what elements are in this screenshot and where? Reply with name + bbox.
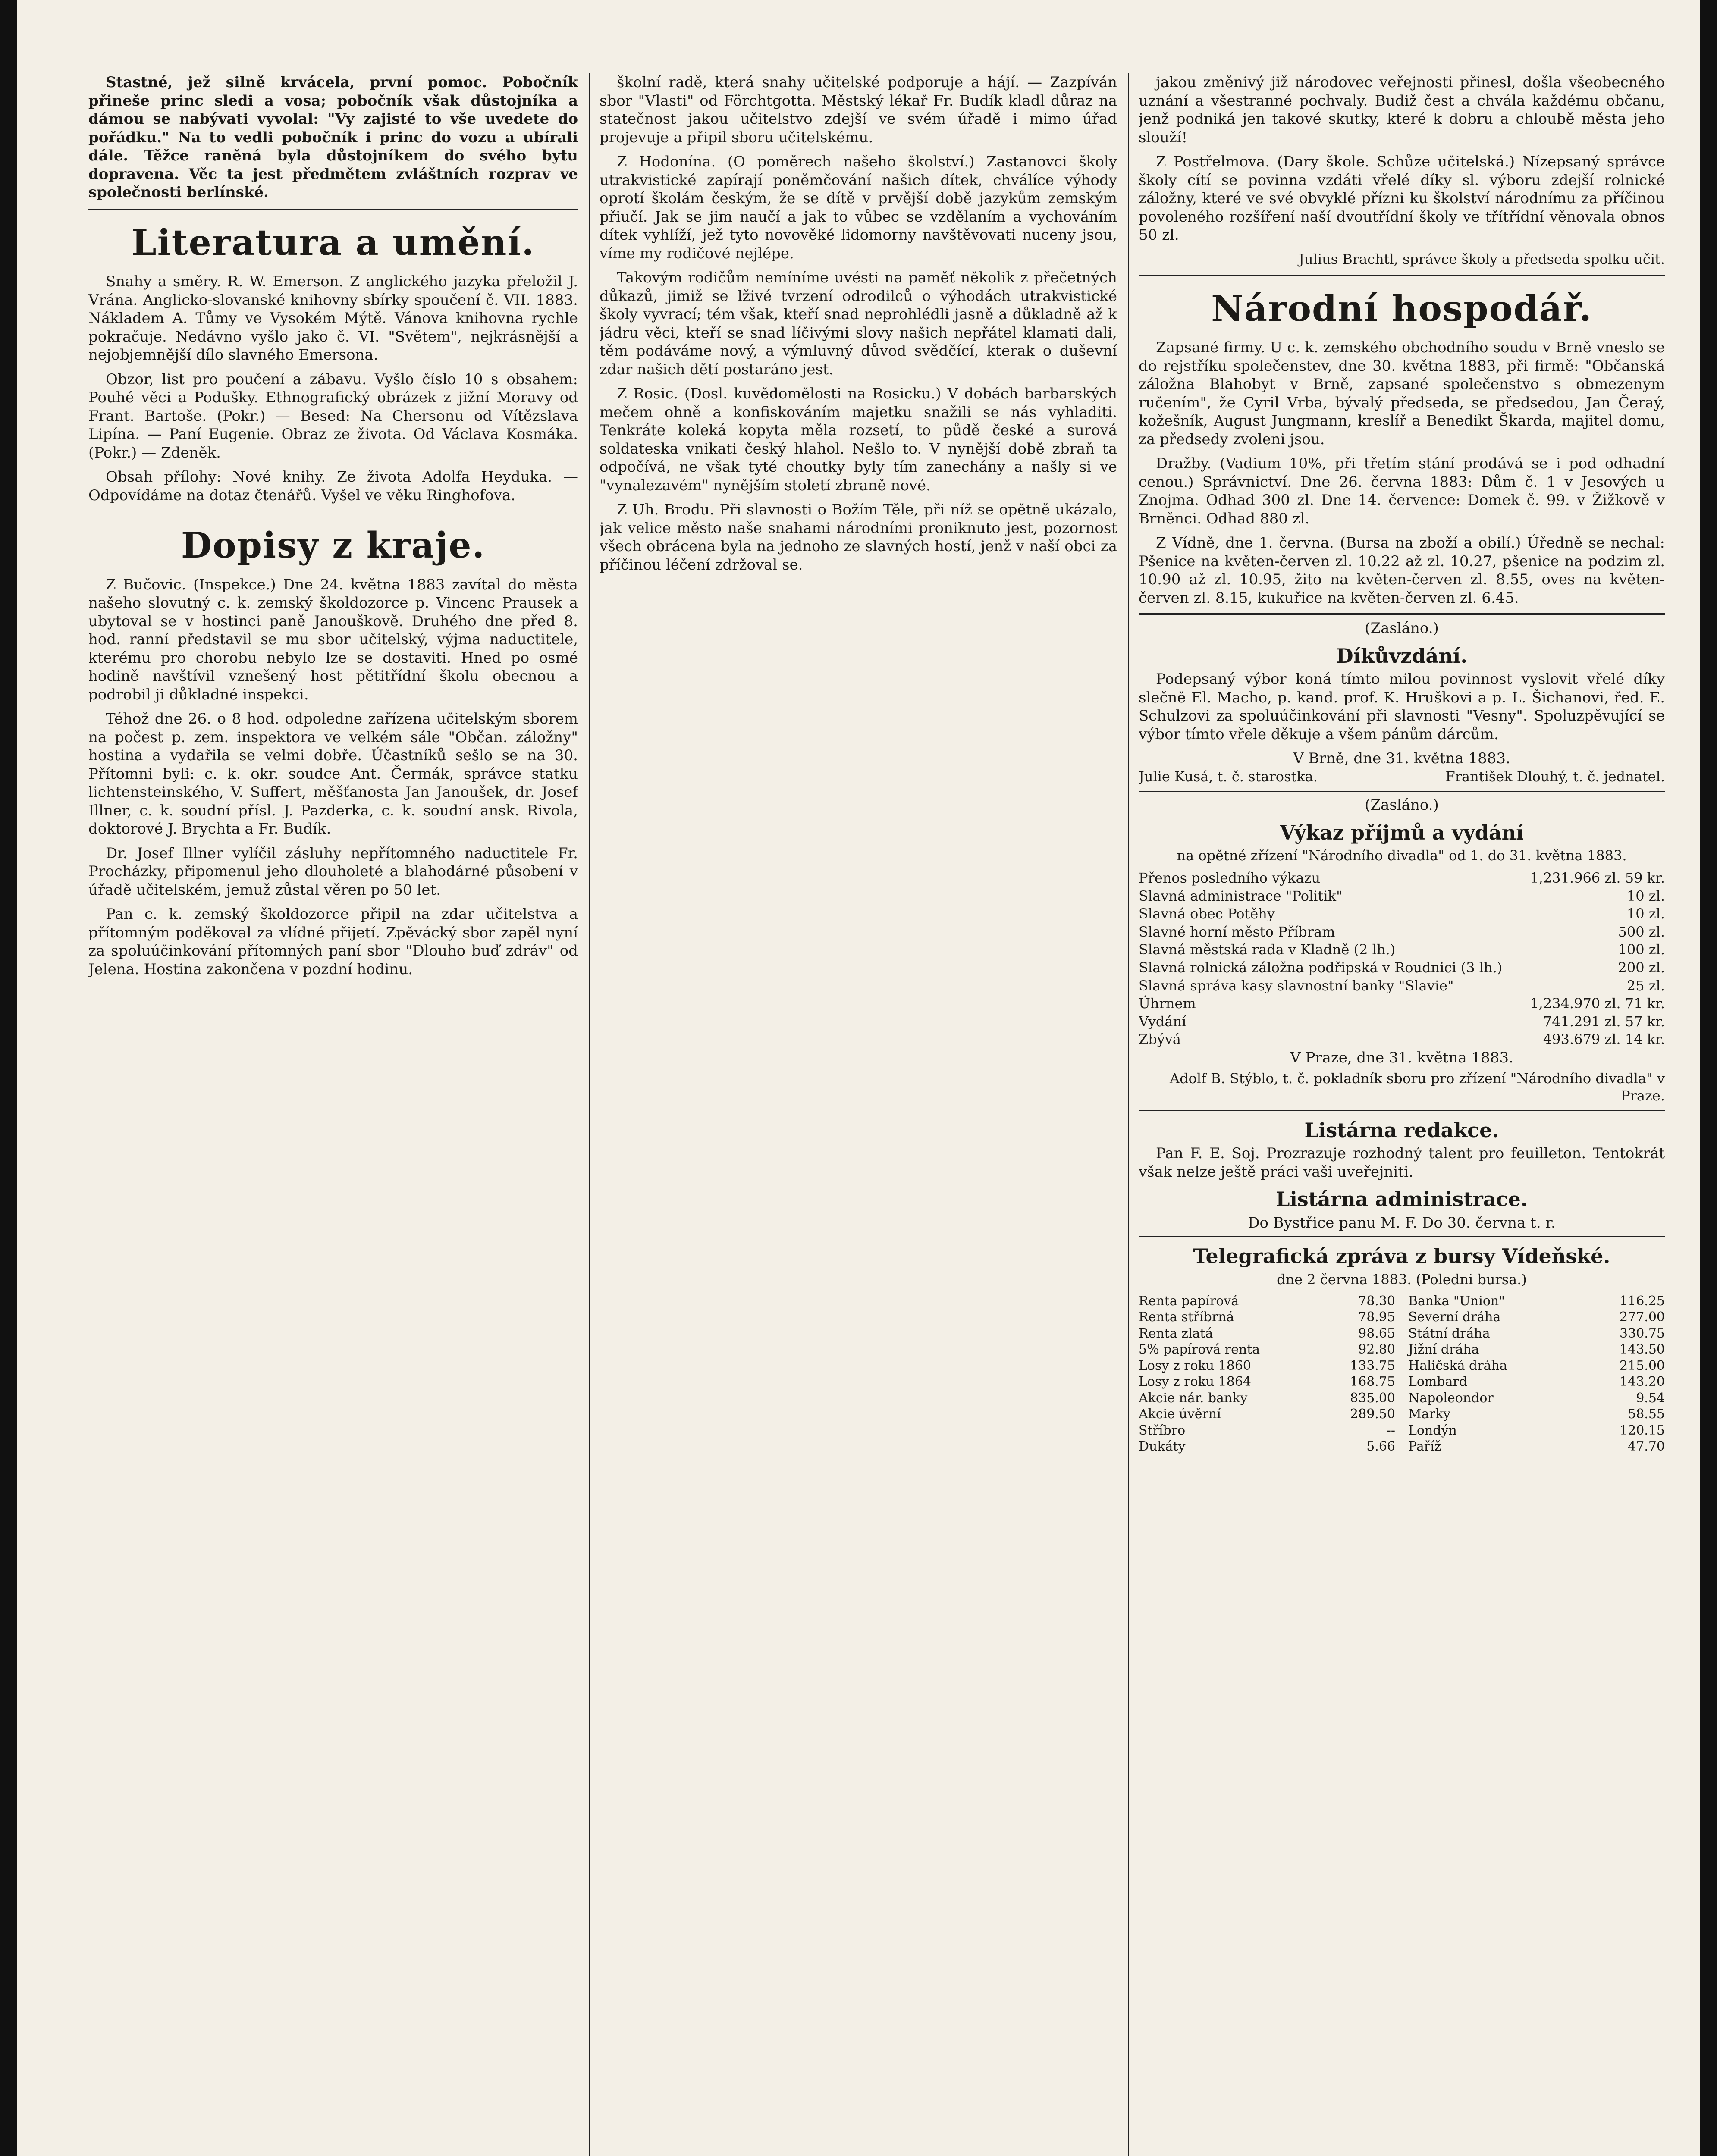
bourse-row-value: 143.20 [1620,1374,1665,1390]
scan-right-edge [1700,0,1717,2156]
section-divider [1139,613,1665,615]
bourse-row-value: 9.54 [1636,1390,1665,1406]
bourse-row [1408,1423,1665,1439]
letter-paragraph: Z Bučovic. (Inspekce.) Dne 24. května 1883 zavítal do města našeho slovutný c. k. zemský školdozorce p. Vincenc Prausek a ubytoval se v hostinci paně Janouškově. Druhého dne před 8. hod. ranní představil se mu sbor učitelský, výjma naductitele, kterému pro chorobu nebylo lze se dostaviti. Hned po osmé hodině navštívil vznešený host pětitřídní školu obecnou a podrobil ji důkladné inspekci. [88,576,578,703]
admin-mailbox-title: Listárna administrace. [1276,1188,1528,1211]
bourse-row-label: Marky [1408,1407,1451,1422]
bourse-row-label: Londýn [1408,1423,1457,1438]
letter-paragraph: Z Hodonína. (O poměrech našeho školství.) Zastanovci školy utrakvistické zapírají poněmčování našich dítek, chválíce výhody oprotí školám českým, že se dítě v prvější době jazykům zemským přiučí. Jak se jim naučí a jak to vůbec se vzdělaním a vychováním dítek vyhlíží, jež tyto novověké lidomorny navštěvovati nuceny jsou, víme my rodičové nejlépe. [600,153,1117,262]
bourse-table [1139,1293,1665,1455]
bourse-row-label: Stříbro [1139,1423,1186,1438]
report-row-label: Vydání [1139,1013,1187,1030]
bourse-row-label: Haličská dráha [1408,1358,1507,1373]
economy-paragraph: Zapsané firmy. U c. k. zemského obchodního soudu v Brně vneslo se do rejstříku společenstev, dne 30. května 1883, při firmě: "Občanská záložna Blahobyt v Brně, zapsané společenstvo s obmezenym ručením", že Cyril Vrba, bývalý předseda, se předsedou, Jan Čeraý, kožešník, August Jungmann, kreslíř a Benedikt Škarda, majitel domu, za předsedy zvoleni jsou. [1139,339,1665,448]
column-left [88,73,578,2156]
report-row [1139,923,1665,941]
letter-paragraph: jakou změnivý již národovec veřejnosti přinesl, došla všeobecného uznání a všestranné pochvaly. Budiž čest a chvála každému občanu, jenž podniká jen takové skutky, které k dobru a chloubě města jeho slouží! [1139,74,1665,146]
bourse-row [1408,1390,1665,1407]
bourse-row [1408,1358,1665,1374]
literature-paragraph: Obzor, list pro poučení a zábavu. Vyšlo číslo 10 s obsahem: Pouhé věci a Podušky. Ethnografický obrázek z jižní Moravy od Frant. Bartoše. (Pokr.) — Besed: Na Chersonu od Vítězslava Lipína. — Paní Eugenie. Obraz ze života. Od Václava Kosmáka. (Pokr.) — Zdeněk. [88,370,578,461]
bourse-row-label: Akcie úvěrní [1139,1407,1221,1422]
report-place: V Praze, dne 31. května 1883. [1290,1049,1513,1067]
editor-mailbox-title: Listárna redakce. [1304,1118,1499,1142]
column-rule [589,73,590,2156]
report-row [1139,941,1665,959]
sent-label: (Zasláno.) [1365,620,1439,637]
report-row-label: Zbývá [1139,1031,1181,1048]
thanks-text: Podepsaný výbor koná tímto milou povinnost vyslovit vřelé díky slečně El. Macho, p. kand. prof. K. Hruškovi a p. L. Šichanovi, řed. E. Schulzovi za spoluúčinkování při slavnosti "Vesny". Spoluzpěvující se výbor tímto vřele děkuje a všem pánům dárcům. [1139,671,1665,743]
section-heading-letters: Dopisy z kraje. [181,525,486,566]
bourse-row [1139,1406,1395,1423]
report-row [1139,977,1665,995]
bourse-row-value: 116.25 [1620,1293,1665,1309]
report-row-value: 741.291 zl. 57 kr. [1543,1013,1665,1030]
report-row-label: Slavná obec Potěhy [1139,906,1275,922]
section-divider [1139,1110,1665,1112]
bourse-row-value: 289.50 [1350,1407,1395,1422]
report-row [1139,1013,1665,1031]
bourse-row [1139,1309,1395,1326]
bourse-row [1139,1341,1395,1358]
bourse-row-value: 92.80 [1358,1342,1395,1357]
column-right [1139,73,1665,2156]
bourse-row [1139,1438,1395,1455]
bourse-row-label: Lombard [1408,1374,1468,1390]
report-row-value: 100 zl. [1618,941,1665,958]
letter-paragraph: Z Rosic. (Dosl. kuvědomělosti na Rosicku.) V dobách barbarských mečem ohně a konfiskováním majetku snažili se nás vyhladiti. Tenkráte koleká kopyta měla rozsetí, to půdě české a surová soldateska vnikati český hlahol. Nešlo to. V nynější době zbraň ta odpočívá, ne však tyté choutky byly tím zanechány a našly si ve "vynalezavém" nynějším století zbraně nové. [600,385,1117,494]
bourse-row-label: Renta zlatá [1139,1326,1213,1341]
report-row-value: 493.679 zl. 14 kr. [1543,1031,1665,1048]
bourse-row [1408,1374,1665,1390]
signature: Julius Brachtl, správce školy a předseda spolku učit. [1299,251,1665,267]
bourse-row [1408,1326,1665,1342]
bourse-row-value: -- [1386,1423,1395,1438]
bourse-row [1139,1390,1395,1407]
letter-paragraph: školní radě, která snahy učitelské podporuje a hájí. — Zazpíván sbor "Vlasti" od Förchtgotta. Městský lékař Fr. Budík kladl důraz na statečnost jakou učitelstvo zdejší ve svém úřadě i mimo úřad projevuje a připil sboru učitelskému. [600,74,1117,146]
editor-mailbox-text: Pan F. E. Soj. Prozrazuje rozhodný talent pro feuilleton. Tentokrát však nelze ještě práci vaši uveřejniti. [1139,1145,1665,1181]
admin-mailbox-text: Do Bystřice panu M. F. Do 30. června t. r. [1248,1214,1556,1232]
bourse-row [1139,1374,1395,1390]
bourse-row-value: 835.00 [1350,1390,1395,1406]
bourse-row-value: 168.75 [1350,1374,1395,1390]
signature: Adolf B. Stýblo, t. č. pokladník sboru pro zřízení "Národního divadla" v Praze. [1169,1070,1665,1104]
economy-paragraph: Dražby. (Vadium 10%, při třetím stání prodává se i pod odhadní cenou.) Správnictví. Dne 26. června 1883: Dům č. 1 v Jesových u Znojma. Odhad 300 zl. Dne 14. července: Domek č. 99. v Žižkově v Brněnci. Odhad 880 zl. [1139,455,1665,527]
bourse-row-label: Akcie nár. banky [1139,1390,1248,1406]
bourse-row-value: 78.30 [1358,1293,1395,1309]
bourse-row-label: Státní dráha [1408,1326,1490,1341]
report-row [1139,905,1665,923]
letter-paragraph: Z Uh. Brodu. Při slavnosti o Božím Těle, při níž se opětně ukázalo, jak velice město naše snahami národními proniknuto jest, pozornost všech obrácena byla na jednoho ze slavných hostí, jenž v naší obci za příčinou léčení zdržoval se. [600,501,1117,573]
bourse-row [1408,1341,1665,1358]
bourse-row [1408,1438,1665,1455]
report-row-value: 500 zl. [1618,923,1665,940]
letter-paragraph: Z Postřelmova. (Dary škole. Schůze učitelská.) Nízepsaný správce školy cítí se povinna vzdáti vřelé díky sl. výboru zdejší rolnické záložny, které ve své obvyklé přízni ku školství národnímu za příčinou povoleného rozšíření naší dvoutřídní školy ve třítřídní věnovala obnos 50 zl. [1139,153,1665,244]
letter-paragraph: Takovým rodičům nemíníme uvésti na paměť několik z přečetných důkazů, jimiž se lživé tvrzení odrodilců o výhodách utrakvistické školy vyvrací; tém však, kteří snad neprohlédli jasně a důkladně až k jádru věci, kteří se snad líčivými slovy našich nepřátel klamati dali, těm podáváme nový, a výmluvný důvod svědčící, kterak o duševní zdar našich dětí postaráno jest. [600,269,1117,378]
report-row-value: 1,234.970 zl. 71 kr. [1530,995,1665,1012]
scan-left-edge [0,0,17,2156]
bourse-row-label: Napoleondor [1408,1390,1494,1406]
section-divider [1139,1236,1665,1238]
bourse-row [1139,1423,1395,1439]
bourse-row-label: Renta papírová [1139,1293,1239,1309]
bourse-row [1139,1358,1395,1374]
report-row-label: Slavná správa kasy slavnostní banky "Slavie" [1139,977,1454,994]
report-table [1139,869,1665,1049]
bourse-row-label: Severní dráha [1408,1310,1501,1325]
thanks-signatures [1139,768,1665,786]
report-row-value: 10 zl. [1626,906,1665,922]
bourse-row-label: Paříž [1408,1439,1441,1454]
bourse-row [1408,1309,1665,1326]
bourse-row-label: 5% papírová renta [1139,1342,1260,1357]
bourse-row-value: 58.55 [1628,1407,1665,1422]
bourse-row-label: Renta stříbrná [1139,1310,1234,1325]
bourse-row-value: 277.00 [1620,1310,1665,1325]
bourse-row-value: 98.65 [1358,1326,1395,1341]
report-row [1139,869,1665,887]
report-row-value: 25 zl. [1626,977,1665,994]
bourse-row-value: 133.75 [1350,1358,1395,1373]
report-row-label: Úhrnem [1139,995,1196,1012]
bourse-row-value: 143.50 [1620,1342,1665,1357]
signature: Julie Kusá, t. č. starostka. [1139,768,1318,785]
report-row [1139,995,1665,1013]
bourse-row-value: 120.15 [1620,1423,1665,1438]
bourse-row [1139,1326,1395,1342]
literature-paragraph: Obsah přílohy: Nové knihy. Ze života Adolfa Heyduka. — Odpovídáme na dotaz čtenářů. Vyšel ve věku Ringhofova. [88,468,578,504]
intro-paragraph: Stastné, jež silně krvácela, první pomoc. Pobočník přineše princ sledi a vosa; pobočník však důstojníka a dámou se nabývati vyvolal: "Vy zajisté to vše uvedete do pořádku." Na to vedli pobočník i princ do vozu a ubírali dále. Těžce raněná byla důstojníkem do svého bytu dopravena. Věc ta jest předmětem zvláštních rozprav ve společnosti berlínské. [88,74,578,201]
bourse-row-value: 47.70 [1628,1439,1665,1454]
report-row [1139,1031,1665,1049]
bourse-row-label: Banka "Union" [1408,1293,1505,1309]
bourse-left-column [1139,1293,1395,1455]
section-divider [88,511,578,512]
column-rule [1128,73,1129,2156]
bourse-row-label: Losy z roku 1860 [1139,1358,1251,1373]
bourse-row-label: Jižní dráha [1408,1342,1479,1357]
report-row [1139,887,1665,906]
section-divider [1139,274,1665,276]
report-row-value: 10 zl. [1626,887,1665,904]
section-heading-literature: Literatura a umění. [131,222,535,263]
bourse-title: Telegrafická zpráva z bursy Vídeňské. [1193,1244,1610,1268]
bourse-row [1139,1293,1395,1310]
report-row-label: Slavné horní město Příbram [1139,923,1335,940]
signature: František Dlouhý, t. č. jednatel. [1445,768,1665,785]
bourse-row [1408,1406,1665,1423]
bourse-right-column [1408,1293,1665,1455]
report-title: Výkaz příjmů a vydání [1280,821,1524,844]
section-divider [88,208,578,210]
report-row-label: Přenos posledního výkazu [1139,870,1321,887]
report-row-label: Slavná městská rada v Kladně (2 lh.) [1139,941,1396,958]
report-row-label: Slavná administrace "Politik" [1139,887,1343,904]
thanks-place: V Brně, dne 31. května 1883. [1293,750,1510,767]
report-row-value: 1,231.966 zl. 59 kr. [1530,870,1665,887]
bourse-row-value: 78.95 [1358,1310,1395,1325]
bourse-subtitle: dne 2 června 1883. (Poledni bursa.) [1277,1271,1527,1288]
report-row [1139,959,1665,977]
report-row-value: 200 zl. [1618,959,1665,976]
bourse-row-value: 5.66 [1366,1439,1395,1454]
section-divider [1139,790,1665,792]
bourse-row-label: Dukáty [1139,1439,1186,1454]
sent-label: (Zasláno.) [1365,796,1439,814]
bourse-row-value: 330.75 [1620,1326,1665,1341]
letter-paragraph: Dr. Josef Illner vylíčil zásluhy nepřítomného naductitele Fr. Procházky, připomenul jeho dlouholeté a blahodárné působení v úřadě učitelském, jemuž zůstal věren po 50 let. [88,844,578,899]
letter-paragraph: Téhož dne 26. o 8 hod. odpoledne zařízena učitelským sborem na počest p. zem. inspektora ve velkém sále "Občan. záložny" hostina a vydařila se velmi dobře. Účastníků sešlo se na 30. Přítomni byli: c. k. okr. soudce Ant. Čermák, správce statku lichtensteinského, V. Suffert, měšťanosta Jan Janoušek, dr. Josef Illner, c. k. soudní přísl. J. Pazderka, c. k. soudní ansk. Rivola, doktorové J. Brychta a Fr. Budík. [88,710,578,837]
bourse-row [1408,1293,1665,1310]
literature-paragraph: Snahy a směry. R. W. Emerson. Z anglického jazyka přeložil J. Vrána. Anglicko-slovanské knihovny sbírky spoučení č. VII. 1883. Nákladem A. Tůmy ve Vysokém Mýtě. Vánova knihovna rychle pokračuje. Nedávno vyšlo jako č. VI. "Světem", nejkrásnější a nejobjemnější dílo slavného Emersona. [88,273,578,364]
letter-paragraph: Pan c. k. zemský školdozorce připil na zdar učitelstva a přítomným poděkoval za vlídné přijetí. Zpěvácký sbor zapěl nyní za spoluúčinkování přítomných paní sbor "Dlouho buď zdráv" od Jelena. Hostina zakončena v pozdní hodinu. [88,906,578,978]
section-heading-economy: Národní hospodář. [1211,288,1592,329]
column-middle [600,73,1117,2156]
thanks-title: Díkůvzdání. [1336,644,1468,667]
economy-paragraph: Z Vídně, dne 1. června. (Bursa na zboží a obilí.) Úředně se nechal: Pšenice na květen-červen zl. 10.22 až zl. 10.27, pšenice na podzim zl. 10.90 až zl. 10.95, žito na květen-červen zl. 8.55, oves na květen-červen zl. 8.15, kukuřice na květen-červen zl. 6.45. [1139,534,1665,607]
bourse-row-label: Losy z roku 1864 [1139,1374,1251,1390]
report-row-label: Slavná rolnická záložna podřipská v Roudnici (3 lh.) [1139,959,1503,976]
bourse-row-value: 215.00 [1620,1358,1665,1373]
report-subtitle: na opětné zřízení "Národního divadla" od 1. do 31. května 1883. [1177,847,1627,864]
